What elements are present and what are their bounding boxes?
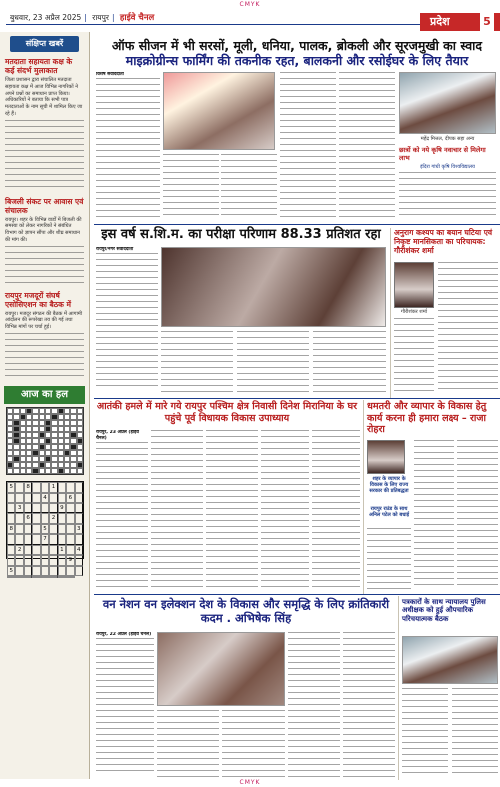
sudoku-cell: 2 xyxy=(15,545,23,555)
sudoku-cell xyxy=(7,503,15,513)
sudoku-cell: 8 xyxy=(24,482,32,492)
side-story-column-2 xyxy=(394,318,434,393)
story1-byline: विशेष संवाददाता xyxy=(96,72,124,77)
section-name: प्रदेश xyxy=(430,15,450,28)
brief-body: रायपुर। मजदूर संगठन की बैठक में आगामी आंदोलन की रूपरेखा तय की गई तथा विभिन्न मांगों पर चर्चा हुई। xyxy=(5,310,83,330)
story5-text xyxy=(157,710,219,778)
sudoku-cell: 5 xyxy=(41,524,49,534)
sudoku-cell xyxy=(66,524,74,534)
page-number: 5 xyxy=(480,13,494,31)
side-story-text xyxy=(438,262,498,393)
exam-result-headline: इस वर्ष स.शि.म. का परीक्षा परिणाम 88.33 प्रतिशत रहा xyxy=(101,227,381,242)
story3-column-5 xyxy=(312,430,360,590)
sudoku-cell xyxy=(32,555,40,565)
briefs-sidebar xyxy=(0,32,90,779)
sudoku-cell xyxy=(32,545,40,555)
story2-text xyxy=(161,331,233,393)
side-story-text xyxy=(402,688,448,778)
sudoku-cell: 9 xyxy=(66,555,74,565)
sudoku-cell xyxy=(32,503,40,513)
side-story-column-2 xyxy=(452,688,498,778)
story1-column-1 xyxy=(96,72,160,220)
sudoku-cell xyxy=(32,534,40,544)
page-header: बुधवार, 23 अप्रैल 2025 | रायपुर | हाईवे चैनल xyxy=(10,13,155,23)
sudoku-cell xyxy=(66,513,74,523)
story2-column-4 xyxy=(313,331,386,393)
sudoku-cell xyxy=(58,493,66,503)
side-story-column-1 xyxy=(402,688,448,778)
sudoku-cell: 3 xyxy=(15,503,23,513)
brief-body: जिला प्रशासन द्वारा संचालित मतदाता सहायता कक्ष में आज विभिन्न नागरिकों ने अपने प्रश्नों का समाधान प्राप्त किया। अधिकारियों ने बताया कि सभी पात्र मतदाताओं के नाम सूची में शामिल किए जा रहे हैं। xyxy=(5,77,83,117)
pull-quote-source: इंदिरा गांधी कृषि विश्वविद्यालय xyxy=(420,164,475,170)
column-rule xyxy=(398,596,399,780)
sudoku-cell xyxy=(41,513,49,523)
sudoku-cell xyxy=(49,524,57,534)
sudoku-cell xyxy=(75,503,83,513)
brief-text-block xyxy=(5,246,84,286)
sudoku-cell: 3 xyxy=(75,524,83,534)
sudoku-cell xyxy=(41,576,49,578)
sudoku-cell: 6 xyxy=(66,493,74,503)
sudoku-cell xyxy=(58,534,66,544)
story5-byline: रायपुर, 22 अप्रैल (हाईवे चैनल) xyxy=(96,632,152,637)
edition-date: बुधवार, 23 अप्रैल 2025 xyxy=(10,13,82,22)
story5-column-3 xyxy=(222,710,285,778)
story2-column-1 xyxy=(96,247,158,393)
story4-column-1 xyxy=(367,528,411,590)
story3-column-3 xyxy=(206,430,258,590)
sudoku-cell xyxy=(49,555,57,565)
edition-city: रायपुर xyxy=(92,13,109,22)
sudoku-cell xyxy=(58,566,66,576)
sudoku-cell: 6 xyxy=(24,513,32,523)
story5-text xyxy=(222,710,285,778)
sudoku-cell xyxy=(15,493,23,503)
sudoku-cell: 2 xyxy=(49,513,57,523)
story3-text xyxy=(312,430,360,590)
story5-column-5 xyxy=(343,632,395,778)
team-photo xyxy=(399,72,496,134)
lead-headline xyxy=(94,38,500,69)
sudoku-cell: 1 xyxy=(49,482,57,492)
sudoku-grid xyxy=(6,481,84,574)
story3-text xyxy=(261,430,309,590)
sudoku-cell xyxy=(41,545,49,555)
section-flag xyxy=(420,13,500,31)
story3-column-1 xyxy=(96,430,148,590)
color-registration-mark: CMYK xyxy=(239,1,261,8)
election-headline: वन नेशन वन इलेक्शन देश के विकास और समृद्धि के लिए क्रांतिकारी कदम . अभिषेक सिंह xyxy=(102,597,390,625)
story3-text xyxy=(96,442,148,590)
sudoku-cell xyxy=(66,482,74,492)
sudoku-cell xyxy=(58,513,66,523)
sudoku-cell xyxy=(7,534,15,544)
story4-text xyxy=(457,440,498,590)
side-story-column-1 xyxy=(438,262,498,393)
sudoku-cell xyxy=(32,493,40,503)
portrait-caption: गौरीशंकर शर्मा xyxy=(400,309,427,315)
sudoku-cell xyxy=(58,555,66,565)
team-photo-caption: महेंद्र मित्तल, दीपक सहा अन्य xyxy=(420,136,475,142)
sudoku-cell xyxy=(58,482,66,492)
sudoku-cell xyxy=(24,545,32,555)
sudoku-cell xyxy=(15,534,23,544)
brief-title: रायपुर मजदूरों संघर्ष एसोसिएशन का बैठक में xyxy=(5,290,72,309)
sudoku-cell xyxy=(24,555,32,565)
sudoku-cell xyxy=(32,576,40,578)
students-photo xyxy=(161,247,386,327)
side-headline: अनुराग कश्यप का बयान घटिया एवं निकृष्ट मानसिकता का परिचायक: गौरीशंकर शर्मा xyxy=(394,228,493,256)
attack-headline: आतंकी हमले में मारे गये रायपुर पश्चिम क्षेत्र निवासी दिनेश मिरानिया के घर पहुंचे पूर्व विधायक विकास उपाध्याय xyxy=(96,401,358,424)
story1-text xyxy=(280,72,336,220)
color-registration-mark: CMYK xyxy=(239,778,261,786)
sudoku-cell xyxy=(75,493,83,503)
briefs-tag: संक्षिप्त खबरें xyxy=(10,36,79,52)
lead-headline-line2: माइक्रोग्रीन्स फार्मिंग की तकनीक रहत, बालकनी और रसोईघर के लिए तैयार xyxy=(125,53,469,69)
sudoku-cell xyxy=(32,566,40,576)
sudoku-cell: 8 xyxy=(7,524,15,534)
sudoku-cell xyxy=(49,545,57,555)
story2-byline: रायपुर/नगर संवाददाता xyxy=(96,247,134,252)
sudoku-cell xyxy=(7,513,15,523)
story5-text xyxy=(288,632,340,778)
story1-column-2 xyxy=(163,154,219,220)
puzzle-tag: आज का हल xyxy=(4,386,85,405)
police-meeting-headline: पत्रकारों के साथ न्यायालय पुलिस अधीक्षक को हुई औपचारिक परिचयात्मक बैठक xyxy=(402,598,486,623)
sudoku-cell xyxy=(7,493,15,503)
side-story-text xyxy=(452,688,498,778)
sudoku-cell xyxy=(58,576,66,578)
column-rule xyxy=(390,228,391,398)
story4-text xyxy=(367,528,411,590)
sudoku-cell xyxy=(7,576,15,578)
sudoku-cell xyxy=(75,566,83,576)
portrait-photo xyxy=(367,440,405,474)
portrait-photo xyxy=(394,262,434,308)
sudoku-cell xyxy=(49,566,57,576)
sudoku-cell xyxy=(41,555,49,565)
story4-text xyxy=(414,440,454,590)
section-divider xyxy=(94,224,500,225)
sudoku-cell xyxy=(58,524,66,534)
business-brief-title-2: रायपुर राउंड के साथ अनिल पटेल को बधाई xyxy=(368,506,410,518)
brief-title: बिजली संकट पर आवास एवं संचालक xyxy=(5,196,84,215)
crossword-cell xyxy=(77,468,83,474)
sudoku-cell xyxy=(15,566,23,576)
story4-column-2 xyxy=(414,440,454,590)
sudoku-cell xyxy=(24,493,32,503)
sudoku-cell xyxy=(15,482,23,492)
business-brief-title: शहर के व्यापार के विकास के लिए राज्य सरकार की प्रतिबद्धता xyxy=(369,476,409,494)
story5-column-1 xyxy=(96,632,154,778)
section-divider xyxy=(94,594,500,595)
sudoku-cell: 5 xyxy=(7,482,15,492)
side-story-text xyxy=(394,318,434,393)
brief-item xyxy=(0,195,89,289)
story3-column-2 xyxy=(151,430,203,590)
story1-text xyxy=(339,72,395,220)
story1-column-3 xyxy=(221,154,277,220)
sudoku-cell xyxy=(24,534,32,544)
sudoku-cell xyxy=(66,534,74,544)
brief-text-block xyxy=(5,333,84,379)
sudoku-cell xyxy=(75,555,83,565)
story3-text xyxy=(206,430,258,590)
sudoku-cell xyxy=(32,524,40,534)
microgreens-photo xyxy=(163,72,275,150)
brief-text-block xyxy=(5,120,84,192)
sudoku-cell xyxy=(75,482,83,492)
story3-byline: रायपुर, 23 अप्रैल (हाईवे चैनल) xyxy=(96,430,139,441)
sudoku-cell: 1 xyxy=(58,545,66,555)
sudoku-cell xyxy=(32,482,40,492)
sudoku-cell xyxy=(24,566,32,576)
section-divider xyxy=(94,398,500,399)
sudoku-cell xyxy=(75,513,83,523)
story1-column-6 xyxy=(399,172,496,220)
story2-text xyxy=(313,331,386,393)
sudoku-cell xyxy=(24,576,32,578)
sudoku-cell xyxy=(49,534,57,544)
meeting-photo xyxy=(402,636,498,684)
story1-text xyxy=(221,154,277,220)
story5-column-4 xyxy=(288,632,340,778)
story1-text xyxy=(399,172,496,220)
story1-column-4 xyxy=(280,72,336,220)
story2-column-2 xyxy=(161,331,233,393)
story5-text xyxy=(96,638,154,776)
sudoku-cell xyxy=(75,534,83,544)
story3-text xyxy=(151,430,203,590)
sudoku-cell xyxy=(41,482,49,492)
crossword-grid xyxy=(6,407,84,475)
sudoku-cell xyxy=(41,566,49,576)
sudoku-cell xyxy=(15,576,23,578)
brief-title: मतदाता सहायता कक्ष के कई संदर्भ मुलाकात xyxy=(5,57,73,75)
sudoku-cell xyxy=(49,503,57,513)
sudoku-cell xyxy=(66,545,74,555)
brief-item xyxy=(0,289,89,382)
column-rule xyxy=(363,400,364,594)
story1-column-5 xyxy=(339,72,395,220)
business-headline: धमतरी और व्यापार के विकास हेतु कार्य करना ही हमारा लक्ष्य – राजा रोहरा xyxy=(367,401,487,435)
sudoku-cell: 5 xyxy=(7,566,15,576)
story5-column-2 xyxy=(157,710,219,778)
sudoku-cell xyxy=(15,513,23,523)
sudoku-cell: 4 xyxy=(75,545,83,555)
sudoku-cell: 9 xyxy=(58,503,66,513)
sudoku-cell xyxy=(15,555,23,565)
story4-column-3 xyxy=(457,440,498,590)
sudoku-cell xyxy=(66,576,74,578)
brief-body: रायपुर। शहर के विभिन्न वार्डों में बिजली की समस्या को लेकर नागरिकों ने संबंधित विभाग को ज्ञापन सौंपा और शीघ्र समाधान की मांग की। xyxy=(5,216,82,243)
sudoku-cell xyxy=(41,503,49,513)
story1-text xyxy=(163,154,219,220)
event-photo xyxy=(157,632,285,706)
header-rule xyxy=(6,24,420,25)
sudoku-cell xyxy=(7,545,15,555)
sudoku-cell: 4 xyxy=(41,493,49,503)
sudoku-cell xyxy=(7,555,15,565)
story2-text xyxy=(237,331,309,393)
pull-quote: छात्रों को नये कृषि नवाचार से मिलेगा लाभ xyxy=(399,146,486,163)
brief-item xyxy=(0,55,89,195)
sudoku-cell xyxy=(49,576,57,578)
story2-text xyxy=(96,253,158,391)
sudoku-cell xyxy=(15,524,23,534)
sudoku-cell: 7 xyxy=(41,534,49,544)
newspaper-brand: हाईवे चैनल xyxy=(119,13,155,23)
sudoku-cell xyxy=(49,493,57,503)
sudoku-cell xyxy=(66,503,74,513)
sudoku-cell xyxy=(24,503,32,513)
sudoku-cell xyxy=(24,524,32,534)
story1-text xyxy=(96,78,160,218)
sudoku-cell xyxy=(66,566,74,576)
story5-text xyxy=(343,632,395,778)
sudoku-cell xyxy=(32,513,40,523)
lead-headline-line1: ऑफ सीजन में भी सरसों, मूली, धनिया, पालक, ब्रोकली और सूरजमुखी का स्वाद xyxy=(111,38,483,53)
story3-column-4 xyxy=(261,430,309,590)
story2-column-3 xyxy=(237,331,309,393)
